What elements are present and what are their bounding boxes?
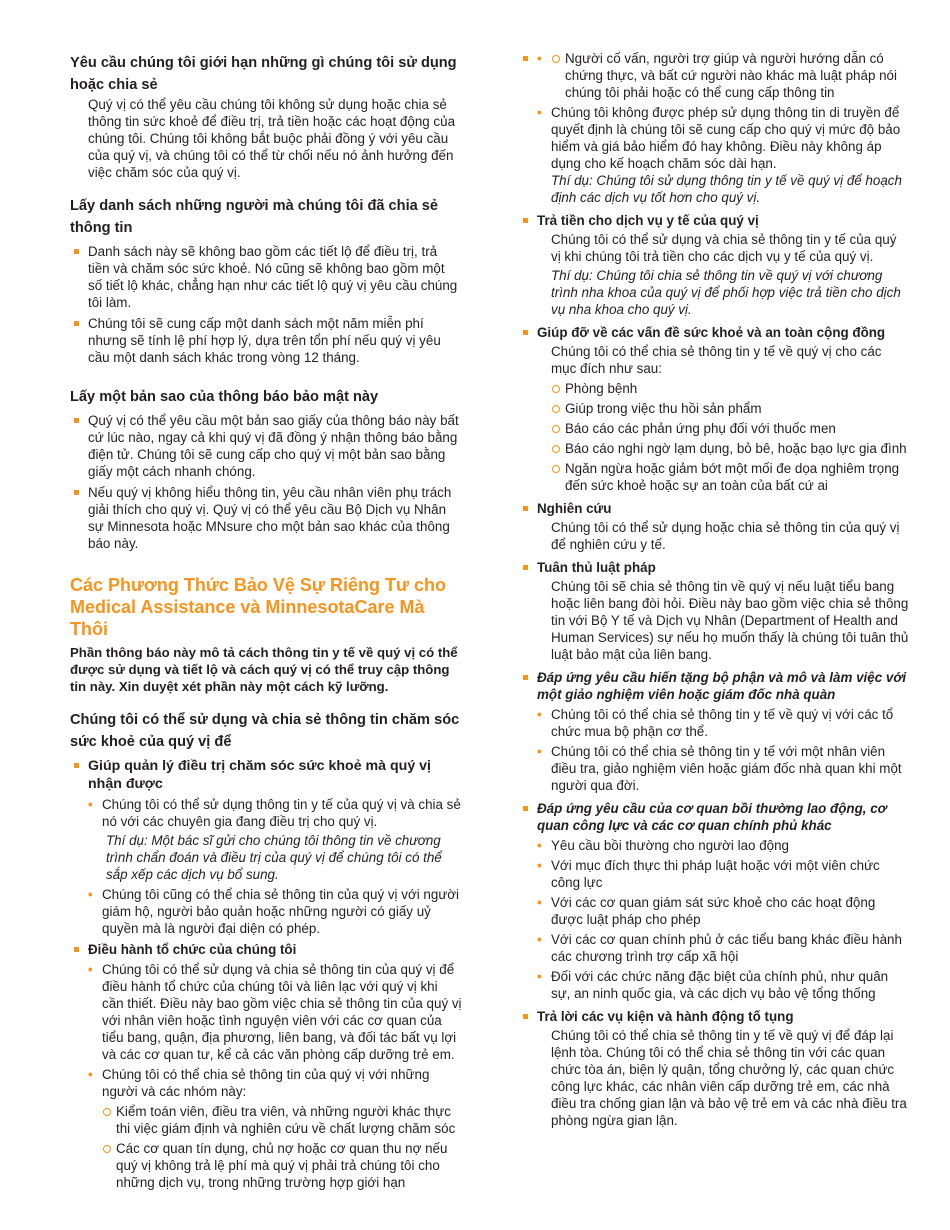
sub-sub-item: • Người cố vấn, người trợ giúp và người hướng dẫn có chứng thực, và bất cứ người nào khác mà luật pháp nói chúng tôi phải hoặc có thể cung cấp thông tin [551, 50, 909, 101]
sub-item: • Chúng tôi có thể chia sẻ thông tin của quý vị với những người và các nhóm này: Kiểm toán viên, điều tra viên, và những người khác thực thi việc giám định và nghiên cứu về chất lượng chăm sóc Các cơ quan tín dụng, chủ nợ hoặc cơ quan thu nợ nếu quý vị không trả lệ phí mà quý vị phải trả chúng tôi cho những dịch vụ, trong những trường hợp giới hạn [88, 1066, 462, 1191]
item-heading: Trả lời các vụ kiện và hành động tố tụng [537, 1009, 794, 1024]
sub-item: • Đối với các chức năng đặc biệt của chính phủ, như quân sự, an ninh quốc gia, và các dịch vụ bảo vệ tổng thống [537, 968, 909, 1002]
example-text: Thí dụ: Chúng tôi sử dụng thông tin y tế về quý vị để hoạch định các dịch vụ tốt hơn cho quý vị. [551, 173, 902, 205]
disclosure-list [70, 243, 462, 366]
right-column [519, 52, 909, 1129]
use-share-list [70, 757, 462, 1191]
left-column [70, 52, 462, 1191]
section-title-use-share: Chúng tôi có thể sử dụng và chia sẻ thông tin chăm sóc sức khoẻ của quý vị để [70, 712, 460, 750]
item-heading: Đáp ứng yêu cầu của cơ quan bồi thường lao động, cơ quan công lực và các cơ quan chính phủ khác [537, 801, 887, 833]
item-heading: Điều hành tổ chức của chúng tôi [88, 942, 297, 957]
sub-item: • Chúng tôi không được phép sử dụng thông tin di truyền để quyết định là chúng tôi sẽ cung cấp cho quý vị mức độ bảo hiểm và giá bảo hiểm đó hay không. Điều này không áp dụng cho kế hoạch chăm sóc dài hạn. Thí dụ: Chúng tôi sử dụng thông tin y tế về quý vị để hoạch định các dịch vụ tốt hơn cho quý vị. [537, 104, 909, 206]
sub-item: • Chúng tôi có thể sử dụng thông tin y tế của quý vị và chia sẻ nó với các chuyên gia đang điều trị cho quý vị. Thí dụ: Một bác sĩ gửi cho chúng tôi thông tin về chương trình chẩn đoán và điều trị của quý vị để chúng tôi có thể sắp xếp các dịch vụ bổ sung. [88, 796, 462, 883]
heading-privacy-practices: Các Phương Thức Bảo Vệ Sự Riêng Tư cho Medical Assistance và MinnesotaCare Mà Thôi [70, 575, 446, 639]
intro-paragraph: Phần thông báo này mô tả cách thông tin y tế về quý vị có thể được sử dụng và tiết lộ và cách quý vị có thể truy cập thông tin này. Xin duyệt xét phần này một cách kỹ lưỡng. [70, 645, 458, 694]
section-title-copy: Lấy một bản sao của thông báo bảo mật này [70, 389, 379, 405]
sub-sub-item: Báo cáo nghi ngờ lạm dụng, bỏ bê, hoặc bạo lực gia đình [551, 440, 909, 457]
sub-sub-item: Giúp trong việc thu hồi sản phẩm [551, 400, 909, 417]
item-heading: Giúp quản lý điều trị chăm sóc sức khoẻ mà quý vị nhận được [88, 758, 431, 792]
list-item-continued [519, 50, 909, 206]
list-item-law: Tuân thủ luật pháp Chúng tôi sẽ chia sẻ thông tin về quý vị nếu luật tiểu bang hoặc liên bang đòi hỏi. Điều này bao gồm việc chia sẻ thông tin với Bộ Y tế và Dịch vụ Nhân (Department of Health and Human Services) sự nếu họ muốn thấy là chúng tôi tuân thủ luật bảo mật của liên bang. [519, 559, 909, 663]
section-title-disclosure-list: Lấy danh sách những người mà chúng tôi đã chia sẻ thông tin [70, 198, 439, 236]
sub-item: • Chúng tôi cũng có thể chia sẻ thông tin của quý vị với người giám hộ, người bảo quản hoặc những người có giấy uỷ quyền mà là người đại diện có phép. [88, 886, 462, 937]
list-item: Nếu quý vị không hiểu thông tin, yêu cầu nhân viên phụ trách giải thích cho quý vị. Quý vị có thể yêu cầu Bộ Dịch vụ Nhân sự Minnesota hoặc MNsure cho một bản sao khác của thông báo này. [70, 484, 462, 552]
list-item-operations [70, 941, 462, 1191]
sub-sub-item: Báo cáo các phản ứng phụ đối với thuốc men [551, 420, 909, 437]
item-heading: Đáp ứng yêu cầu hiến tặng bộ phận và mô và làm việc với một giảo nghiệm viên hoặc giám đốc nhà quàn [537, 670, 907, 702]
item-heading: Trả tiền cho dịch vụ y tế của quý vị [537, 213, 759, 228]
item-heading: Tuân thủ luật pháp [537, 560, 656, 575]
item-heading: Nghiên cứu [537, 501, 612, 516]
list-item-research: Nghiên cứu Chúng tôi có thể sử dụng hoặc chia sẻ thông tin của quý vị để nghiên cứu y tế. [519, 500, 909, 553]
item-heading: Giúp đỡ về các vấn đề sức khoẻ và an toàn cộng đồng [537, 325, 886, 340]
list-item-government [519, 800, 909, 1002]
section-title-limit: Yêu cầu chúng tôi giới hạn những gì chúng tôi sử dụng hoặc chia sẻ [70, 55, 457, 93]
sub-sub-item: Phòng bệnh [551, 380, 909, 397]
list-item-organ-donation [519, 669, 909, 794]
list-item-public-health: Giúp đỡ về các vấn đề sức khoẻ và an toàn cộng đồng Chúng tôi có thể chia sẻ thông tin y tế về quý vị cho các mục đích như sau: Phòng bệnh Giúp trong việc thu hồi sản phẩm Báo cáo các phản ứng phụ đối với thuốc men Báo cáo nghi ngờ lạm dụng, bỏ bê, hoặc bạo lực gia đình Ngăn ngừa hoặc giảm bớt một mối đe dọa nghiêm trọng đến sức khoẻ hoặc sự an toàn của bất cứ ai [519, 324, 909, 494]
sub-item: • Chúng tôi có thể chia sẻ thông tin y tế về quý vị với các tổ chức mua bộ phận cơ thể. [537, 706, 909, 740]
sub-item: • Với mục đích thực thi pháp luật hoặc với một viên chức công lực [537, 857, 909, 891]
list-item-treatment [70, 757, 462, 937]
sub-item: • Chúng tôi có thể sử dụng và chia sẻ thông tin của quý vị để điều hành tổ chức của chúng tôi và liên lạc với quý vị khi cần thiết. Điều này bao gồm việc chia sẻ thông tin của quý vị với nhân viên hoặc tình nguyện viên với các cơ quan của tiểu bang, quận, địa phương, liên bang, và đối tác bất vụ lợi và các cơ quan tư, kể cả các văn phòng cấp dưỡng trẻ em. [88, 961, 462, 1063]
sub-sub-item: Ngăn ngừa hoặc giảm bớt một mối đe dọa nghiêm trọng đến sức khoẻ hoặc sự an toàn của bất cứ ai [551, 460, 909, 494]
section-body-limit: Quý vị có thể yêu cầu chúng tôi không sử dụng hoặc chia sẻ thông tin sức khoẻ để điều trị, trả tiền hoặc các hoạt động của chúng tôi. Chúng tôi không bắt buộc phải đồng ý với yêu cầu của quý vị, và chúng tôi có thể từ chối nếu nó ảnh hưởng đến việc chăm sóc của quý vị. [88, 97, 456, 180]
list-item: Chúng tôi sẽ cung cấp một danh sách một năm miễn phí nhưng sẽ tính lệ phí hợp lý, dựa trên tổn phí nếu quý vị yêu cầu một danh sách khác trong vòng 12 tháng. [70, 315, 462, 366]
list-item: Danh sách này sẽ không bao gồm các tiết lộ để điều trị, trả tiền và chăm sóc sức khoẻ. Nó cũng sẽ không bao gồm một số tiết lộ khác, chẳng hạn như các tiết lộ quý vị yêu cầu chúng tôi làm. [70, 243, 462, 311]
sub-item: • Yêu cầu bồi thường cho người lao động [537, 837, 909, 854]
example-text: Thí dụ: Một bác sĩ gửi cho chúng tôi thông tin về chương trình chẩn đoán và điều trị của quý vị để chúng tôi có thể sắp xếp các dịch vụ bổ sung. [106, 833, 442, 882]
list-item: Quý vị có thể yêu cầu một bản sao giấy của thông báo này bất cứ lúc nào, ngay cả khi quý vị đã đồng ý nhận thông báo bằng điện tử. Chúng tôi sẽ cung cấp cho quý vị một bản sao bằng giấy một cách nhanh chóng. [70, 412, 462, 480]
list-item-payment: Trả tiền cho dịch vụ y tế của quý vị Chúng tôi có thể sử dụng và chia sẻ thông tin y tế của quý vị khi chúng tôi trả tiền cho các dịch vụ y tế của quý vị. Thí dụ: Chúng tôi chia sẻ thông tin về quý vị với chương trình nha khoa của quý vị để phối hợp việc trả tiền cho dịch vụ nha khoa cho quý vị. [519, 212, 909, 318]
sub-item: • Chúng tôi có thể chia sẻ thông tin y tế với một nhân viên điều tra, giảo nghiệm viên hoặc giám đốc nhà quan khi một người qua đời. [537, 743, 909, 794]
example-text: Thí dụ: Chúng tôi chia sẻ thông tin về quý vị với chương trình nha khoa của quý vị để phối hợp việc trả tiền cho dịch vụ nha khoa cho quý vị. [551, 268, 901, 317]
sub-sub-item: Kiểm toán viên, điều tra viên, và những người khác thực thi việc giám định và nghiên cứu về chất lượng chăm sóc [102, 1103, 462, 1137]
sub-sub-item: Các cơ quan tín dụng, chủ nợ hoặc cơ quan thu nợ nếu quý vị không trả lệ phí mà quý vị phải trả chúng tôi cho những dịch vụ, trong những trường hợp giới hạn [102, 1140, 462, 1191]
sub-item: • Với các cơ quan chính phủ ở các tiểu bang khác điều hành các chương trình trợ cấp xã hội [537, 931, 909, 965]
list-item-lawsuits: Trả lời các vụ kiện và hành động tố tụng Chúng tôi có thể chia sẻ thông tin y tế về quý vị để đáp lại lệnh tòa. Chúng tôi có thể chia sẻ thông tin với các quan chức tòa án, biện lý quận, tổng chưởng lý, các quan chức công lực khác, các nhân viên cấp dưỡng trẻ em, các nhà điều tra chống gian lận và bảo vệ trẻ em và các nhà điều tra phòng ngừa gian lận. [519, 1008, 909, 1129]
copy-list [70, 412, 462, 552]
sub-item: • Với các cơ quan giám sát sức khoẻ cho các hoạt động được luật pháp cho phép [537, 894, 909, 928]
